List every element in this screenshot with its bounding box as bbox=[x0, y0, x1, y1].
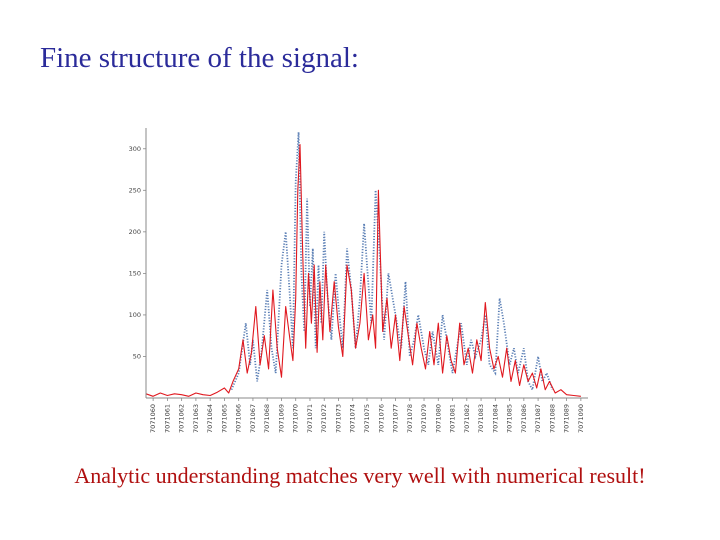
x-tick-label: 7071084 bbox=[491, 404, 500, 433]
x-tick-label: 7071076 bbox=[377, 404, 386, 433]
x-tick-label: 7071081 bbox=[448, 404, 457, 433]
x-tick-label: 7071062 bbox=[177, 404, 186, 433]
x-axis-ticks bbox=[149, 398, 585, 433]
x-tick-label: 7071087 bbox=[534, 404, 543, 433]
x-tick-label: 7071061 bbox=[163, 404, 172, 433]
x-tick-label: 7071083 bbox=[477, 404, 486, 433]
y-tick-label: 50 bbox=[132, 352, 141, 361]
x-tick-label: 7071075 bbox=[363, 404, 371, 433]
x-tick-label: 7071065 bbox=[220, 404, 229, 433]
x-tick-label: 7071074 bbox=[348, 404, 357, 433]
x-tick-label: 7071080 bbox=[434, 404, 443, 433]
y-axis-ticks bbox=[129, 145, 146, 361]
y-tick-label: 150 bbox=[128, 269, 141, 278]
numerical-series bbox=[232, 132, 553, 390]
x-tick-label: 7071067 bbox=[248, 404, 257, 433]
x-tick-label: 7071082 bbox=[462, 404, 471, 433]
y-tick-label: 200 bbox=[128, 227, 141, 236]
x-tick-label: 7071085 bbox=[505, 404, 514, 433]
x-tick-label: 7071064 bbox=[206, 404, 215, 433]
x-tick-label: 7071071 bbox=[305, 404, 314, 433]
x-tick-label: 7071063 bbox=[191, 404, 200, 433]
x-tick-label: 7071072 bbox=[320, 404, 329, 433]
x-tick-label: 7071088 bbox=[548, 404, 557, 433]
x-tick-label: 7071060 bbox=[149, 404, 158, 433]
x-tick-label: 7071069 bbox=[277, 404, 286, 433]
y-tick-label: 100 bbox=[128, 310, 141, 319]
x-tick-label: 7071077 bbox=[391, 404, 400, 433]
numerical-series-line bbox=[232, 132, 553, 390]
x-tick-label: 7071090 bbox=[576, 404, 585, 433]
x-tick-label: 7071078 bbox=[405, 404, 414, 433]
x-tick-label: 7071086 bbox=[519, 404, 528, 433]
slide-caption: Analytic understanding matches very well with numerical result! bbox=[74, 463, 646, 488]
x-tick-label: 7071073 bbox=[334, 404, 343, 433]
x-tick-label: 7071070 bbox=[291, 404, 300, 433]
y-tick-label: 250 bbox=[128, 186, 141, 195]
y-tick-label: 300 bbox=[128, 144, 141, 153]
analytic-series-line bbox=[146, 145, 581, 397]
x-tick-label: 7071066 bbox=[234, 404, 243, 433]
slide-title: Fine structure of the signal: bbox=[40, 42, 359, 74]
x-tick-label: 7071068 bbox=[263, 404, 272, 433]
analytic-series bbox=[146, 145, 581, 397]
x-tick-label: 7071079 bbox=[420, 404, 429, 433]
x-tick-label: 7071089 bbox=[562, 404, 571, 433]
